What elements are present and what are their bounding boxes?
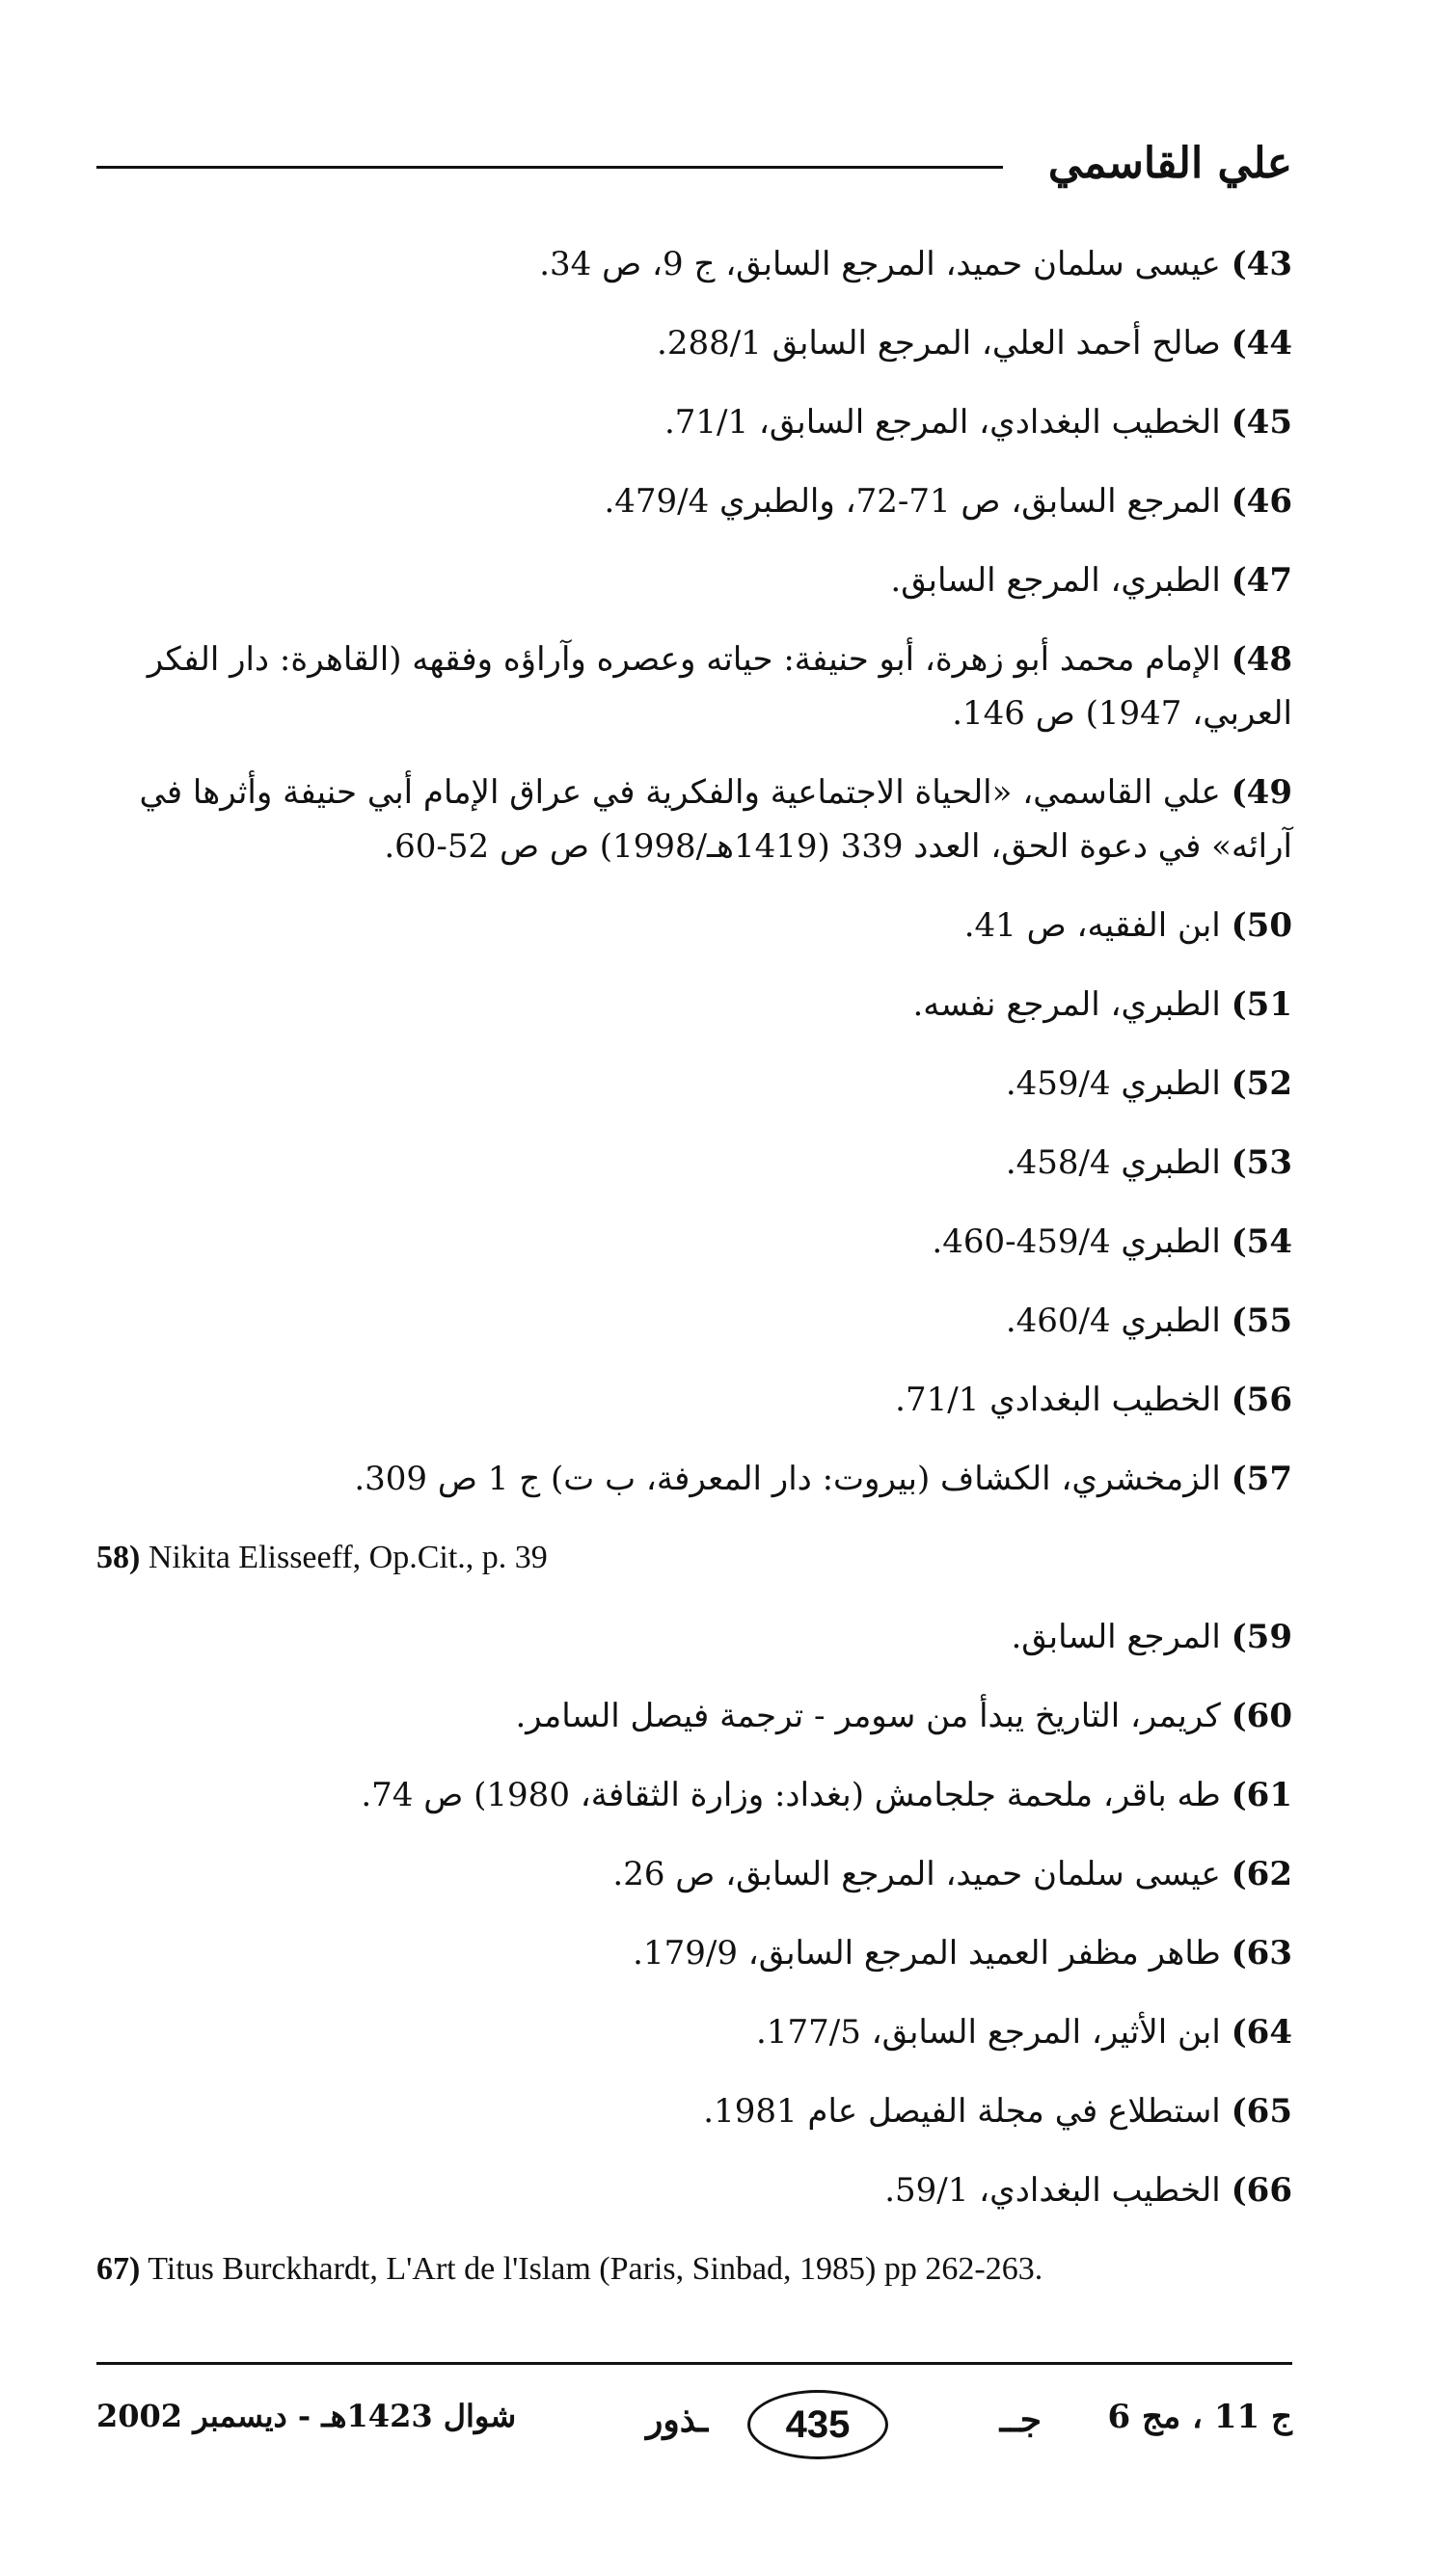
endnote-number: 66) <box>1231 2171 1292 2210</box>
endnote-text: Nikita Elisseeff, Op.Cit., p. 39 <box>148 1540 548 1575</box>
endnote-item <box>96 1215 1292 1269</box>
endnote-number: 44) <box>1231 324 1292 362</box>
endnote-item <box>96 978 1292 1032</box>
endnote-text: كريمر، التاريخ يبدأ من سومر - ترجمة فيصل السامر. <box>515 1697 1221 1735</box>
endnote-text: علي القاسمي، «الحياة الاجتماعية والفكرية في عراق الإمام أبي حنيفة وأثرها في آرائه» في دعوة الحق، العدد 339 (1419هـ/1998) ص ص 52-60. <box>139 773 1292 866</box>
endnote-text: الزمخشري، الكشاف (بيروت: دار المعرفة، ب ت) ج 1 ص 309. <box>354 1460 1221 1498</box>
endnote-text: عيسى سلمان حميد، المرجع السابق، ج 9، ص 34. <box>539 245 1221 283</box>
endnote-item <box>96 632 1292 740</box>
endnote-text: الإمام محمد أبو زهرة، أبو حنيفة: حياته وعصره وآراؤه وفقهه (القاهرة: دار الفكر العربي، 1947) ص 146. <box>147 640 1292 733</box>
endnote-item <box>96 1057 1292 1111</box>
endnote-number: 59) <box>1231 1618 1292 1656</box>
endnote-number: 62) <box>1231 1855 1292 1893</box>
endnote-number: 46) <box>1231 482 1292 521</box>
endnote-number: 52) <box>1231 1064 1292 1103</box>
endnote-item <box>96 1768 1292 1822</box>
endnote-number: 50) <box>1231 906 1292 945</box>
endnote-text: الطبري 458/4. <box>1005 1143 1221 1182</box>
endnote-text: المرجع السابق، ص 71-72، والطبري 479/4. <box>604 482 1221 521</box>
endnote-item <box>96 2242 1292 2296</box>
page-number: 435 <box>747 2390 888 2459</box>
endnote-text: الطبري، المرجع السابق. <box>890 561 1221 600</box>
endnote-item <box>96 1926 1292 1980</box>
endnotes-list <box>96 237 1292 2321</box>
endnote-text: طاهر مظفر العميد المرجع السابق، 179/9. <box>633 1934 1221 1972</box>
endnote-number: 54) <box>1231 1222 1292 1261</box>
endnote-item <box>96 1689 1292 1743</box>
journal-name-part-1: جــ <box>999 2400 1042 2440</box>
endnote-number: 49) <box>1231 773 1292 812</box>
endnote-text: الطبري، المرجع نفسه. <box>912 985 1221 1024</box>
endnote-text: ابن الفقيه، ص 41. <box>963 906 1221 945</box>
endnote-number: 58) <box>96 1540 141 1575</box>
running-head-author: علي القاسمي <box>1047 139 1292 188</box>
endnote-number: 67) <box>96 2251 141 2287</box>
endnote-text: صالح أحمد العلي، المرجع السابق 288/1. <box>657 324 1221 362</box>
endnote-item <box>96 395 1292 449</box>
endnote-item <box>96 2163 1292 2217</box>
endnote-number: 57) <box>1231 1460 1292 1498</box>
endnote-item <box>96 899 1292 953</box>
endnote-number: 45) <box>1231 403 1292 442</box>
page-header <box>96 125 1292 202</box>
endnote-number: 56) <box>1231 1381 1292 1419</box>
endnote-text: الخطيب البغدادي، المرجع السابق، 71/1. <box>663 403 1221 442</box>
header-rule <box>96 166 1003 169</box>
endnote-text: الطبري 460/4. <box>1005 1301 1221 1340</box>
volume-info: ج 11 ، مج 6 <box>1107 2398 1292 2436</box>
endnote-text: الخطيب البغدادي، 59/1. <box>884 2171 1221 2210</box>
endnote-number: 48) <box>1231 640 1292 679</box>
endnote-text: عيسى سلمان حميد، المرجع السابق، ص 26. <box>612 1855 1221 1893</box>
endnote-number: 51) <box>1231 985 1292 1024</box>
endnote-item <box>96 237 1292 291</box>
endnote-number: 53) <box>1231 1143 1292 1182</box>
endnote-item <box>96 474 1292 528</box>
endnote-number: 64) <box>1231 2013 1292 2052</box>
endnote-text: المرجع السابق. <box>1011 1618 1221 1656</box>
endnote-item <box>96 1136 1292 1190</box>
endnote-number: 43) <box>1231 245 1292 283</box>
endnote-item <box>96 1294 1292 1348</box>
endnote-item <box>96 2084 1292 2138</box>
endnote-text: Titus Burckhardt, L'Art de l'Islam (Paris, Sinbad, 1985) pp 262-263. <box>148 2251 1043 2287</box>
endnote-text: الخطيب البغدادي 71/1. <box>895 1381 1221 1419</box>
page-footer <box>96 2386 1292 2473</box>
journal-name-part-2: ـذور <box>646 2400 709 2440</box>
journal-mark <box>636 2386 1042 2463</box>
endnote-item <box>96 553 1292 607</box>
endnote-text: طه باقر، ملحمة جلجامش (بغداد: وزارة الثقافة، 1980) ص 74. <box>361 1776 1221 1814</box>
endnote-item <box>96 316 1292 370</box>
endnote-text: الطبري 459/4. <box>1005 1064 1221 1103</box>
endnote-item <box>96 1373 1292 1427</box>
endnote-item <box>96 1847 1292 1901</box>
endnote-number: 65) <box>1231 2092 1292 2131</box>
endnote-text: الطبري 459/4-460. <box>932 1222 1221 1261</box>
endnote-text: ابن الأثير، المرجع السابق، 177/5. <box>756 2013 1221 2052</box>
endnote-item <box>96 765 1292 873</box>
endnote-item <box>96 2005 1292 2059</box>
endnote-item <box>96 1531 1292 1585</box>
endnote-item <box>96 1610 1292 1664</box>
endnote-number: 63) <box>1231 1934 1292 1972</box>
endnote-item <box>96 1452 1292 1506</box>
endnote-number: 47) <box>1231 561 1292 600</box>
endnote-number: 61) <box>1231 1776 1292 1814</box>
endnote-text: استطلاع في مجلة الفيصل عام 1981. <box>703 2092 1221 2131</box>
footer-rule <box>96 2362 1292 2365</box>
endnote-number: 55) <box>1231 1301 1292 1340</box>
endnote-number: 60) <box>1231 1697 1292 1735</box>
issue-date: شوال 1423هـ - ديسمبر 2002 <box>96 2398 517 2434</box>
